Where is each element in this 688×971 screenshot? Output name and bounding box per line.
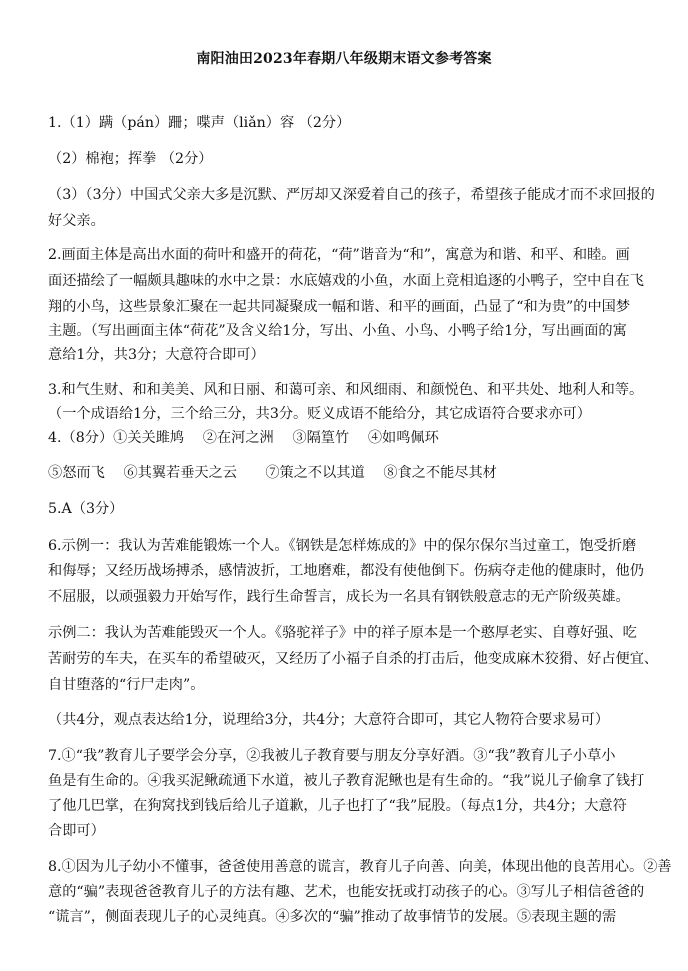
text-line: （一个成语给1分，三个给三分，共3分。贬义成语不能给分，其它成语符合要求亦可）	[48, 406, 591, 422]
text-line: 1.（1）蹒（pán）跚；喋声（liǎn）容 （2分）	[48, 115, 351, 131]
text-line: 苦耐劳的车夫，在买车的希望破灭，又经历了小福子自杀的打击后，他变成麻木狡猾、好占便宜、	[48, 651, 659, 667]
text-line: “谎言”，侧面表现儿子的心灵纯真。④多次的“骗”推动了故事情节的发展。⑤表现主题的需	[48, 909, 617, 925]
text-line: 5.A（3分）	[48, 501, 124, 517]
text-line: 7.①“我”教育儿子要学会分享，②我被儿子教育要与朋友分享好酒。③“我”教育儿子小草小	[48, 748, 616, 764]
text-line: 意的“骗”表现爸爸教育儿子的方法有趣、艺术，也能安抚或打动孩子的心。③写儿子相信爸爸的	[48, 884, 645, 900]
text-line: ⑤怒而飞 ⑥其翼若垂天之云 ⑦策之不以其道 ⑧食之不能尽其材	[48, 465, 497, 481]
text-line: 和侮辱；又经历战场搏杀，感情波折，工地磨难，都没有使他倒下。伤病夺走他的健康时，他仍	[48, 563, 644, 579]
text-line: 合即可）	[48, 823, 105, 839]
page-title: 南阳油田2023年春期八年级期末语文参考答案	[196, 51, 492, 67]
text-line: 自甘堕落的“行尸走肉”。	[48, 677, 205, 693]
text-line: （2）棉袍；挥拳 （2分）	[48, 151, 213, 167]
text-line: （共4分，观点表达给1分，说理给3分，共4分；大意符合即可，其它人物符合要求易可）	[48, 712, 610, 728]
text-line: 4.（8分）①关关雎鸠 ②在河之洲 ③隔篁竹 ④如鸣佩环	[48, 430, 439, 446]
text-line: 示例二：我认为苦难能毁灭一个人。《骆驼祥子》中的祥子原本是一个憨厚老实、自尊好强、吃	[48, 625, 637, 641]
text-line: 6.示例一：我认为苦难能锻炼一个人。《钢铁是怎样炼成的》中的保尔保尔当过童工，饱受折磨	[48, 538, 637, 554]
text-line: 面还描绘了一幅颇具趣味的水中之景：水底嬉戏的小鱼，水面上竞相追逐的小鸭子，空中自在飞	[48, 273, 644, 289]
text-line: 8.①因为儿子幼小不懂事，爸爸使用善意的谎言，教育儿子向善、向美，体现出他的良苦用心。②善	[48, 859, 672, 875]
text-line: 2.画面主体是高出水面的荷叶和盛开的荷花，“荷”谐音为“和”，寓意为和谐、和平、和睦。画	[48, 247, 630, 263]
text-line: 意给1分，共3分；大意符合即可）	[48, 347, 265, 363]
text-line: （3）（3分）中国式父亲大多是沉默、严厉却又深爱着自己的孩子，希望孩子能成才而不求回报的	[48, 187, 655, 203]
text-line: 不屈服，以顽强毅力开始写作，践行生命誓言，成长为一名具有钢铁般意志的无产阶级英雄。	[48, 589, 630, 605]
text-line: 主题。（写出画面主体“荷花”及含义给1分，写出、小鱼、小鸟、小鸭子给1分，写出画面的寓	[48, 323, 627, 339]
text-line: 3.和气生财、和和美美、风和日丽、和蔼可亲、和风细雨、和颜悦色、和平共处、地利人和等。	[48, 382, 644, 398]
text-line: 翔的小鸟，这些景象汇聚在一起共同凝聚成一幅和谐、和平的画面，凸显了“和为贵”的中国梦	[48, 299, 631, 315]
text-line: 鱼是有生命的。④我买泥鳅疏通下水道，被儿子教育泥鳅也是有生命的。“我”说儿子偷拿了钱打	[48, 773, 645, 789]
text-line: 好父亲。	[48, 213, 105, 229]
text-line: 了他几巴掌，在狗窝找到钱后给儿子道歉，儿子也打了“我”屁股。（每点1分，共4分；大意符	[48, 798, 627, 814]
